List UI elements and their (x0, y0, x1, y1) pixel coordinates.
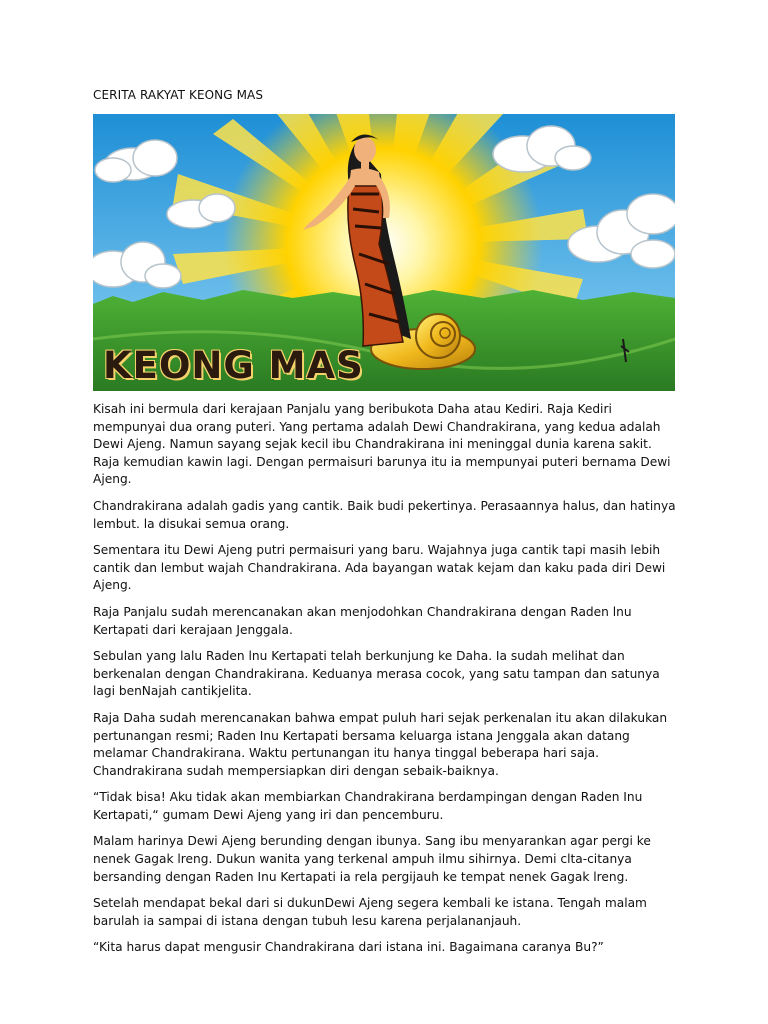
banner-title: KEONG MAS (103, 344, 364, 387)
story-paragraph: Kisah ini bermula dari kerajaan Panjalu yang beribukota Daha atau Kediri. Raja Kediri mempunyai dua orang puteri. Yang pertama adalah Dewi Chandrakirana, yang kedua adalah Dewi Ajeng. Namun sayang sejak kecil ibu Chandrakirana ini meninggal dunia karena sakit. Raja kemudian kawin lagi. Dengan permaisuri barunya itu ia mempunyai puteri bernama Dewi Ajeng. (93, 402, 671, 487)
story-body (93, 401, 677, 966)
story-paragraph: Chandrakirana adalah gadis yang cantik. Baik budi pekertinya. Perasaannya halus, dan hatinya lembut. la disukai semua orang. (93, 498, 676, 531)
story-paragraph: Raja Daha sudah merencanakan bahwa empat puluh hari sejak perkenalan itu akan dilakukan pertunangan resmi; Raden Inu Kertapati bersama keluarga istana Jenggala akan datang melamar Chandrakirana. Waktu pertunangan itu hanya tinggal beberapa hari saja. Chandrakirana sudah mempersiapkan diri dengan sebaik-baiknya. (93, 710, 668, 778)
page-title: CERITA RAKYAT KEONG MAS (93, 88, 264, 102)
story-paragraph: Setelah mendapat bekal dari si dukunDewi Ajeng segera kembali ke istana. Tengah malam barulah ia sampai di istana dengan tubuh lesu karena perjalananjauh. (93, 896, 647, 928)
story-paragraph: Sebulan yang lalu Raden lnu Kertapati telah berkunjung ke Daha. Ia sudah melihat dan berkenalan dengan Chandrakirana. Keduanya merasa cocok, yang satu tampan dan satunya lagi benNajah cantikjelita. (93, 649, 660, 699)
cover-illustration (93, 114, 675, 391)
story-paragraph: Malam harinya Dewi Ajeng berunding dengan ibunya. Sang ibu menyarankan agar pergi ke nenek Gagak lreng. Dukun wanita yang terkenal ampuh ilmu sihirnya. Demi clta-citanya bersanding dengan Raden Inu Kertapati ia rela pergijauh ke tempat nenek Gagak lreng. (93, 834, 651, 884)
story-paragraph: Sementara itu Dewi Ajeng putri permaisuri yang baru. Wajahnya juga cantik tapi masih lebih cantik dan lembut wajah Chandrakirana. Ada bayangan watak kejam dan kaku pada diri Dewi Ajeng. (93, 543, 666, 593)
story-paragraph: Raja Panjalu sudah merencanakan akan menjodohkan Chandrakirana dengan Raden lnu Kertapati dari kerajaan Jenggala. (93, 604, 632, 637)
story-paragraph: “Kita harus dapat mengusir Chandrakirana dari istana ini. Bagaimana caranya Bu?” (93, 940, 604, 955)
story-paragraph: “Tidak bisa! Aku tidak akan membiarkan Chandrakirana berdampingan dengan Raden Inu Kertapati,“ gumam Dewi Ajeng yang iri dan pencemburu. (93, 790, 643, 822)
